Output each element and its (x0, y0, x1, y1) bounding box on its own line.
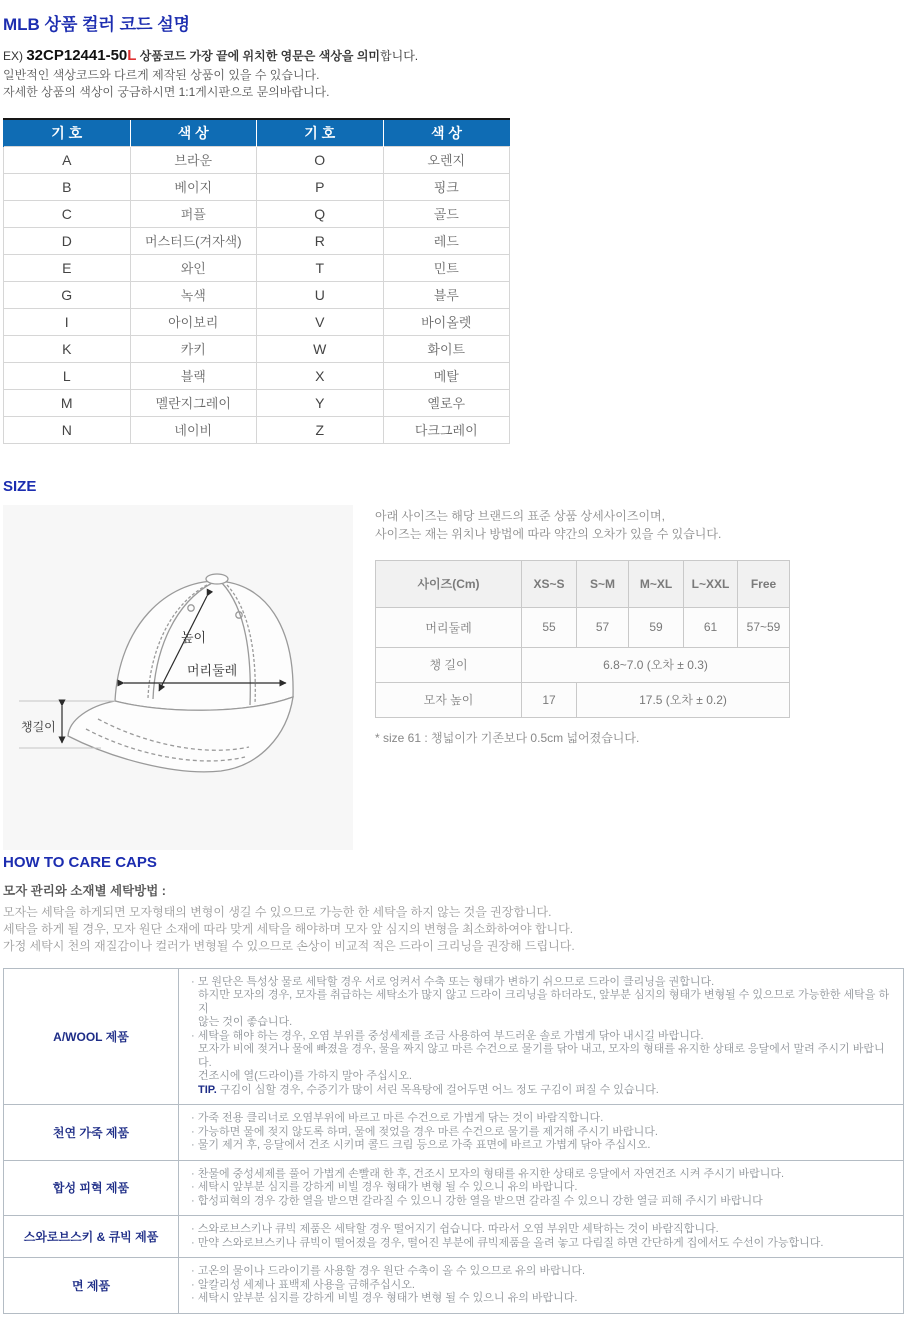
color-code-symbol: G (4, 281, 131, 308)
color-name: 베이지 (130, 173, 257, 200)
care-instruction-line: · 세탁시 앞부분 심지를 강하게 비빌 경우 형태가 변형 될 수 있으니 유의 바랍니다. (191, 1181, 578, 1193)
intro-line: 자세한 상품의 색상이 궁금하시면 1:1게시판으로 문의바랍니다. (3, 85, 330, 99)
size-intro-line: 아래 사이즈는 해당 브랜드의 표준 상품 상세사이즈이며, (375, 508, 665, 523)
size-value: 17 (522, 682, 577, 717)
care-instruction-line: · 만약 스와로브스키나 큐빅이 떨어졌을 경우, 떨어진 부분에 큐빅제품을 올려 놓고 다림질 하면 간단하게 집에서도 수선이 가능합니다. (191, 1236, 824, 1249)
care-category-label: 스와로브스키 & 큐빅 제품 (4, 1216, 179, 1258)
care-table-row (4, 968, 904, 1105)
care-instructions-table (3, 968, 904, 1314)
color-name: 와인 (130, 254, 257, 281)
diagram-label-circumference: 머리둘레 (187, 662, 238, 678)
example-description-tail: 합니다. (380, 49, 419, 63)
color-table-row (4, 362, 510, 389)
size-col-header: M~XL (629, 560, 684, 607)
size-col-header: S~M (577, 560, 629, 607)
care-intro-line: 모자는 세탁을 하게되면 모자형태의 변형이 생길 수 있으므로 가능한 한 세탁을 하지 않는 것을 권장합니다. (3, 904, 552, 919)
size-table-header-row (376, 560, 790, 607)
color-name: 아이보리 (130, 308, 257, 335)
care-instruction-line: · 고온의 물이나 드라이기를 사용할 경우 원단 수축이 올 수 있으므로 유의 바랍니다. (191, 1265, 586, 1277)
color-code-symbol: U (257, 281, 384, 308)
care-instruction-line: 건조시에 열(드라이)를 가하지 말아 주십시오. (198, 1070, 412, 1082)
color-code-symbol: B (4, 173, 131, 200)
care-instruction-line: · 세탁을 해야 하는 경우, 오염 부위를 중성세제를 조금 사용하여 부드러운 솔로 가볍게 닦아 내시길 바랍니다. (191, 1029, 704, 1042)
care-table-body (4, 968, 904, 1313)
size-row-label: 챙 길이 (376, 647, 522, 682)
care-instruction-line: · 물기 제거 후, 응달에서 건조 시키며 콜드 크림 등으로 가죽 표면에 바르고 가볍게 닦아 주십시오. (191, 1139, 651, 1151)
color-name: 메탈 (383, 362, 510, 389)
color-code-symbol: R (257, 227, 384, 254)
care-instruction-line: · 합성피혁의 경우 강한 열을 받으면 갈라질 수 있으니 강한 열을 받으면 갈라질 수 있으니 강한 열글 피해 주시기 바랍니다 (191, 1194, 763, 1207)
size-value: 55 (522, 607, 577, 647)
color-code-symbol: D (4, 227, 131, 254)
care-instruction-line: · 가능하면 물에 젖지 않도록 하며, 물에 젖었을 경우 마른 수건으로 물기를 제거해 주시기 바랍니다. (191, 1125, 658, 1138)
page-title: MLB 상품 컬러 코드 설명 (3, 15, 191, 34)
size-section (3, 505, 907, 850)
color-name: 네이비 (130, 416, 257, 443)
diagram-label-height: 높이 (181, 629, 207, 645)
color-code-symbol: W (257, 335, 384, 362)
size-row-label: 머리둘레 (376, 607, 522, 647)
color-code-symbol: L (4, 362, 131, 389)
size-value: 57 (577, 607, 629, 647)
size-intro-line: 사이즈는 재는 위치나 방법에 따라 약간의 오차가 있을 수 있습니다. (375, 526, 722, 541)
size-table (375, 560, 790, 718)
color-table-column-header: 기 호 (4, 119, 131, 146)
color-name: 바이올렛 (383, 308, 510, 335)
color-table-row (4, 200, 510, 227)
size-value: 57~59 (738, 607, 790, 647)
color-name: 레드 (383, 227, 510, 254)
care-instructions-cell (179, 1160, 904, 1216)
color-table-body (4, 146, 510, 443)
care-category-label: 면 제품 (4, 1258, 179, 1314)
size-note: * size 61 : 챙넓이가 기존보다 0.5cm 넓어졌습니다. (375, 730, 640, 745)
color-code-symbol: N (4, 416, 131, 443)
color-code-example-line (3, 47, 907, 64)
color-name: 핑크 (383, 173, 510, 200)
care-section-heading: HOW TO CARE CAPS (3, 853, 157, 871)
color-name: 녹색 (130, 281, 257, 308)
color-table-row (4, 389, 510, 416)
color-code-symbol: Q (257, 200, 384, 227)
color-code-symbol: C (4, 200, 131, 227)
care-intro-line: 세탁을 하게 될 경우, 모자 원단 소재에 따라 맞게 세탁을 해야하며 모자 앞 심지의 변형을 최소화하여야 합니다. (3, 921, 574, 936)
care-instruction-line: · 모 원단은 특성상 물로 세탁할 경우 서로 엉켜서 수축 또는 형태가 변하기 쉬으므로 드라이 클리닝을 권합니다. (191, 975, 715, 988)
size-col-header: 사이즈(Cm) (376, 560, 522, 607)
size-row-label: 모자 높이 (376, 682, 522, 717)
care-intro-line: 가정 세탁시 천의 재질감이나 컬러가 변형될 수 있으므로 손상이 비교적 적은 드라이 크리닝을 권장해 드립니다. (3, 938, 575, 953)
color-name: 골드 (383, 200, 510, 227)
color-code-symbol: A (4, 146, 131, 173)
color-code-symbol: I (4, 308, 131, 335)
color-table-row (4, 308, 510, 335)
example-color-letter: L (127, 47, 137, 64)
care-instructions-cell (179, 968, 904, 1105)
size-col-header: L~XXL (684, 560, 738, 607)
care-table-row (4, 1216, 904, 1258)
example-product-code: 32CP12441-50 (26, 47, 128, 64)
care-instruction-line: TIP. 구김이 심할 경우, 수증기가 많이 서린 목욕탕에 걸어두면 어느 정도 구김이 펴질 수 있습니다. (198, 1083, 659, 1096)
tip-label: TIP. (198, 1083, 217, 1096)
intro-line: 일반적인 색상코드와 다르게 제작된 상품이 있을 수 있습니다. (3, 68, 320, 82)
care-instruction-line: · 찬물에 중성세제를 풀어 가볍게 손빨래 한 후, 건조시 모자의 형태를 유지한 상태로 응달에서 자연건조 시켜 주시기 바랍니다. (191, 1167, 785, 1180)
care-instruction-line: · 세탁시 앞부분 심지를 강하게 비빌 경우 형태가 변형 될 수 있으니 유의 바랍니다. (191, 1292, 578, 1304)
color-code-symbol: T (257, 254, 384, 281)
color-table-row (4, 254, 510, 281)
color-table-row (4, 173, 510, 200)
example-description-bold: 상품코드 가장 끝에 위치한 영문은 색상을 의미 (136, 49, 381, 63)
size-value: 6.8~7.0 (오차 ± 0.3) (522, 647, 790, 682)
color-code-symbol: K (4, 335, 131, 362)
size-details (375, 505, 790, 746)
color-table-row (4, 227, 510, 254)
cap-diagram-icon (3, 505, 353, 850)
size-value: 59 (629, 607, 684, 647)
color-name: 멜란지그레이 (130, 389, 257, 416)
diagram-label-brim: 챙길이 (21, 719, 56, 734)
size-value: 17.5 (오차 ± 0.2) (577, 682, 790, 717)
care-instruction-line: 하지만 모자의 경우, 모자를 취급하는 세탁소가 많지 않고 드라이 크리닝을 하더라도, 앞부분 심지의 형태가 변형될 수 있으므로 가능한한 세탁을 하지 (198, 989, 890, 1015)
care-category-label: A/WOOL 제품 (4, 968, 179, 1105)
care-category-label: 합성 피혁 제품 (4, 1160, 179, 1216)
color-name: 블루 (383, 281, 510, 308)
color-table-row (4, 146, 510, 173)
size-col-header: Free (738, 560, 790, 607)
color-name: 옐로우 (383, 389, 510, 416)
color-code-symbol: Y (257, 389, 384, 416)
care-table-row (4, 1160, 904, 1216)
color-code-symbol: P (257, 173, 384, 200)
color-table-column-header: 색 상 (130, 119, 257, 146)
care-table-row (4, 1258, 904, 1314)
size-col-header: XS~S (522, 560, 577, 607)
color-table-row (4, 281, 510, 308)
color-code-symbol: M (4, 389, 131, 416)
size-row-height (376, 682, 790, 717)
care-instruction-line: · 스와로브스키나 큐빅 제품은 세탁할 경우 떨어지기 쉽습니다. 따라서 오염 부위만 세탁하는 것이 바람직합니다. (191, 1223, 719, 1235)
care-instructions-cell (179, 1216, 904, 1258)
care-table-row (4, 1105, 904, 1161)
color-name: 화이트 (383, 335, 510, 362)
color-name: 다크그레이 (383, 416, 510, 443)
color-table-column-header: 색 상 (383, 119, 510, 146)
care-category-label: 천연 가죽 제품 (4, 1105, 179, 1161)
size-value: 61 (684, 607, 738, 647)
size-row-circumference (376, 607, 790, 647)
color-name: 퍼플 (130, 200, 257, 227)
color-table-row (4, 335, 510, 362)
color-code-symbol: X (257, 362, 384, 389)
care-instruction-line: · 알칼리성 세제나 표백제 사용을 금해주십시오. (191, 1278, 415, 1291)
color-code-symbol: E (4, 254, 131, 281)
color-code-symbol: V (257, 308, 384, 335)
size-section-heading: SIZE (3, 477, 37, 495)
color-name: 오렌지 (383, 146, 510, 173)
care-subtitle: 모자 관리와 소재별 세탁방법 : (3, 883, 166, 898)
example-prefix: EX) (3, 49, 27, 63)
color-table-column-header: 기 호 (257, 119, 384, 146)
color-name: 민트 (383, 254, 510, 281)
care-instruction-line: · 가죽 전용 클리너로 오염부위에 바르고 마른 수건으로 가볍게 닦는 것이 바람직합니다. (191, 1112, 604, 1124)
color-table-row (4, 416, 510, 443)
color-name: 카키 (130, 335, 257, 362)
care-instruction-line: 않는 것이 좋습니다. (198, 1016, 293, 1028)
care-instructions-cell (179, 1258, 904, 1314)
color-name: 브라운 (130, 146, 257, 173)
size-row-brim (376, 647, 790, 682)
color-code-table (3, 118, 510, 444)
color-code-symbol: Z (257, 416, 384, 443)
color-name: 블랙 (130, 362, 257, 389)
color-table-header-row (4, 119, 510, 146)
care-instruction-line: 모자가 비에 젖거나 물에 빠졌을 경우, 물을 짜지 않고 마른 수건으로 물기를 닦아 내고, 모자의 형태를 유지한 상태로 응달에서 말려 주시기 바랍니다. (198, 1043, 885, 1069)
care-instructions-cell (179, 1105, 904, 1161)
cap-measurement-diagram (3, 505, 353, 850)
color-name: 머스터드(겨자색) (130, 227, 257, 254)
color-code-symbol: O (257, 146, 384, 173)
